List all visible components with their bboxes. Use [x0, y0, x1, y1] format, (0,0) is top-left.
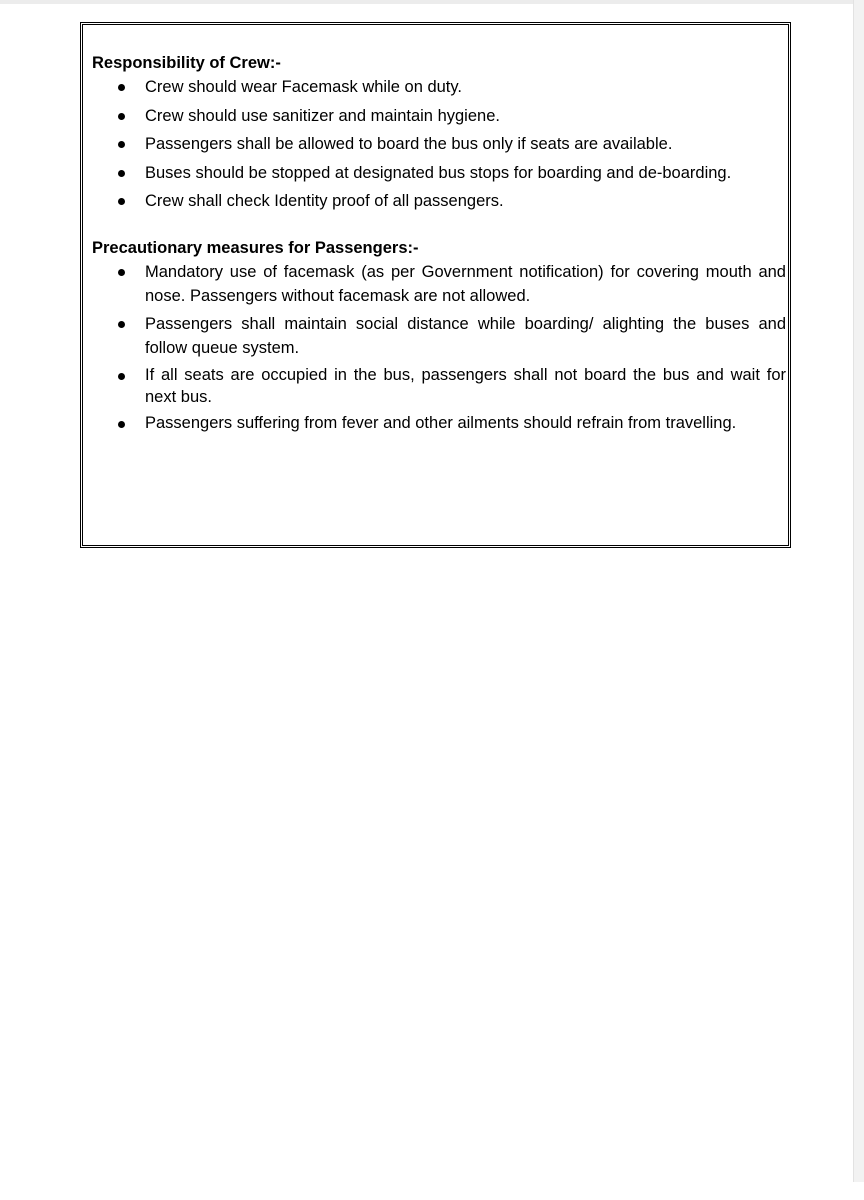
bullet-dot-icon: [118, 198, 125, 205]
list-item: [92, 189, 790, 213]
bullet-dot-icon: [118, 113, 125, 120]
list-item: [92, 260, 790, 308]
list-item-text: Passengers shall be allowed to board the bus only if seats are available.: [145, 135, 673, 153]
page-top-edge: [0, 0, 864, 4]
bullet-dot-icon: [118, 84, 125, 91]
section-spacer: [92, 218, 790, 236]
list-item: [92, 412, 790, 434]
list-item: [92, 161, 790, 185]
bullet-dot-icon: [118, 321, 125, 328]
bullet-dot-icon: [118, 373, 125, 380]
list-item-text: If all seats are occupied in the bus, passengers shall not board the bus and wait for next bus.: [145, 365, 786, 406]
list-item-text: Mandatory use of facemask (as per Government notification) for covering mouth and nose. Passengers without facemask are not allowed.: [145, 262, 786, 305]
bullet-dot-icon: [118, 170, 125, 177]
list-item: [92, 75, 790, 99]
list-item-text: Crew should use sanitizer and maintain hygiene.: [145, 106, 500, 125]
list-item-text: Passengers shall maintain social distance while boarding/ alighting the buses and follow queue system.: [145, 314, 786, 357]
bullet-dot-icon: [118, 269, 125, 276]
passenger-measures-heading: Precautionary measures for Passengers:-: [92, 238, 419, 257]
list-item-text: Buses should be stopped at designated bus stops for boarding and de-boarding.: [145, 163, 732, 182]
list-item-text: Passengers suffering from fever and other ailments should refrain from travelling.: [145, 413, 737, 432]
list-item-text: Crew shall check Identity proof of all passengers.: [145, 192, 504, 210]
notice-content: [92, 51, 790, 438]
list-item: [92, 132, 790, 156]
scrollbar-track[interactable]: [853, 0, 864, 1182]
passenger-measures-list: [92, 260, 790, 434]
crew-responsibility-list: [92, 75, 790, 213]
crew-responsibility-heading: Responsibility of Crew:-: [92, 54, 281, 72]
bullet-dot-icon: [118, 421, 125, 428]
bullet-dot-icon: [118, 141, 125, 148]
list-item: [92, 364, 790, 408]
notice-box: [80, 22, 791, 548]
list-item-text: Crew should wear Facemask while on duty.: [145, 78, 462, 96]
list-item: [92, 312, 790, 360]
list-item: [92, 104, 790, 128]
